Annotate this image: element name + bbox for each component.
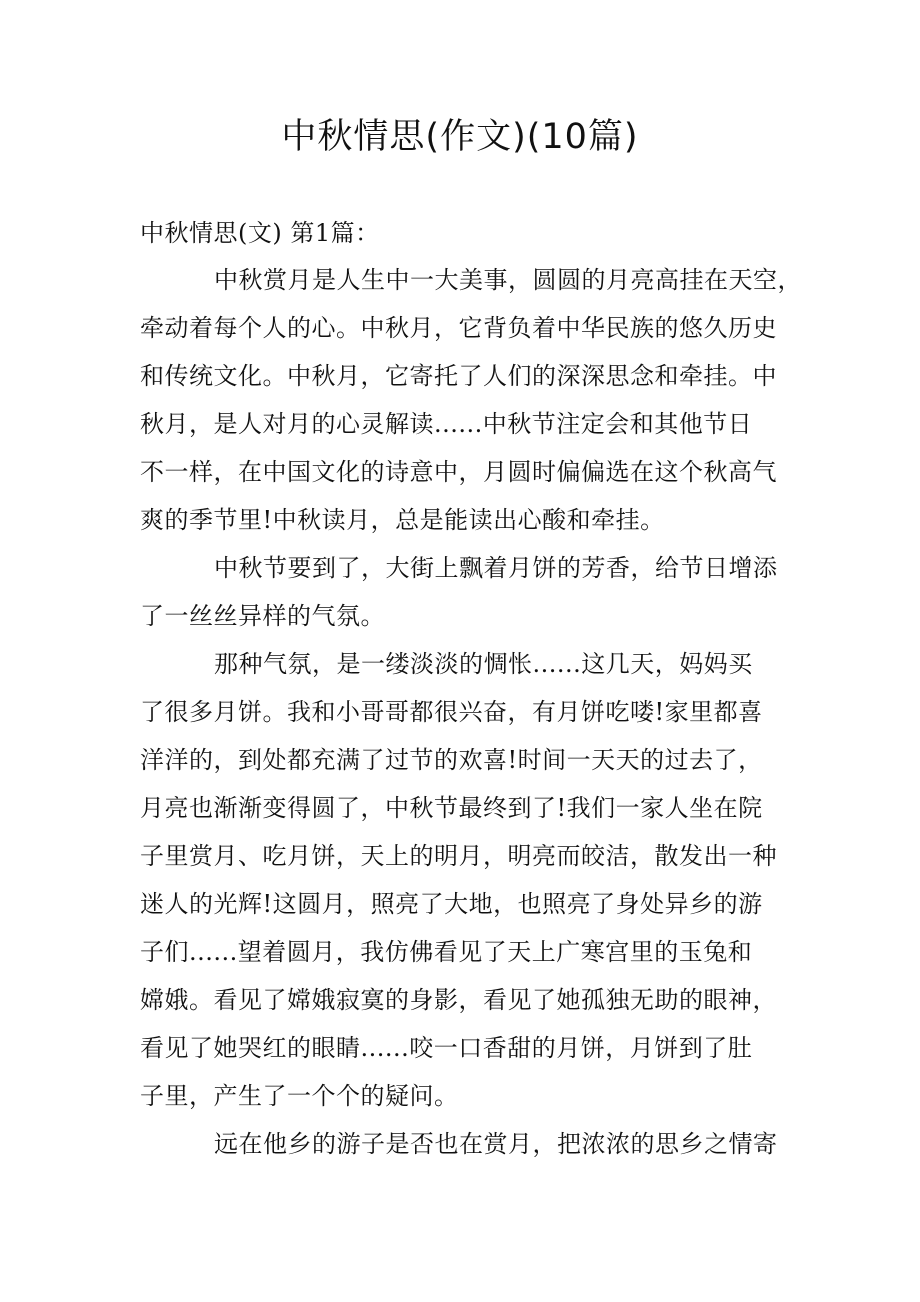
paragraph-line: 子里，产生了一个个的疑问。 (140, 1082, 459, 1110)
paragraph-line: 子里赏月、吃月饼，天上的明月，明亮而皎洁，散发出一种 (140, 842, 777, 870)
paragraph-line: 月亮也渐渐变得圆了，中秋节最终到了!我们一家人坐在院 (140, 794, 763, 822)
paragraph-line: 和传统文化。中秋月，它寄托了人们的深深思念和牵挂。中 (140, 362, 777, 390)
paragraph-1 (140, 256, 800, 544)
paragraph-line: 中秋节要到了，大街上飘着月饼的芳香，给节日增添 (214, 554, 778, 582)
document-title: 中秋情思(作文)(10篇) (281, 117, 639, 157)
paragraph-line: 洋洋的，到处都充满了过节的欢喜!时间一天天的过去了， (140, 746, 763, 774)
paragraph-line: 了很多月饼。我和小哥哥都很兴奋，有月饼吃喽!家里都喜 (140, 698, 763, 726)
paragraph-2 (140, 544, 800, 640)
paragraph-line: 秋月，是人对月的心灵解读......中秋节注定会和其他节日 (140, 410, 753, 438)
paragraph-4 (140, 1120, 800, 1168)
paragraph-3 (140, 640, 800, 1120)
paragraph-line: 那种气氛，是一缕淡淡的惆怅......这几天，妈妈买 (214, 650, 753, 678)
paragraph-line: 了一丝丝异样的气氛。 (140, 602, 385, 630)
paragraph-line: 不一样，在中国文化的诗意中，月圆时偏偏选在这个秋高气 (140, 458, 777, 486)
paragraph-line: 子们......望着圆月，我仿佛看见了天上广寒宫里的玉兔和 (140, 938, 753, 966)
paragraph-line: 中秋赏月是人生中一大美事，圆圆的月亮高挂在天空， (214, 266, 802, 294)
paragraph-line: 爽的季节里!中秋读月，总是能读出心酸和牵挂。 (140, 506, 665, 534)
paragraph-line: 牵动着每个人的心。中秋月，它背负着中华民族的悠久历史 (140, 314, 777, 342)
paragraph-line: 远在他乡的游子是否也在赏月，把浓浓的思乡之情寄 (214, 1130, 778, 1158)
paragraph-line: 迷人的光辉!这圆月，照亮了大地，也照亮了身处异乡的游 (140, 890, 763, 918)
paragraph-line: 嫦娥。看见了嫦娥寂寞的身影，看见了她孤独无助的眼神， (140, 986, 777, 1014)
paragraph-line: 看见了她哭红的眼睛......咬一口香甜的月饼，月饼到了肚 (140, 1034, 753, 1062)
document-body (140, 210, 800, 1168)
section-heading: 中秋情思(文) 第1篇： (140, 219, 380, 247)
